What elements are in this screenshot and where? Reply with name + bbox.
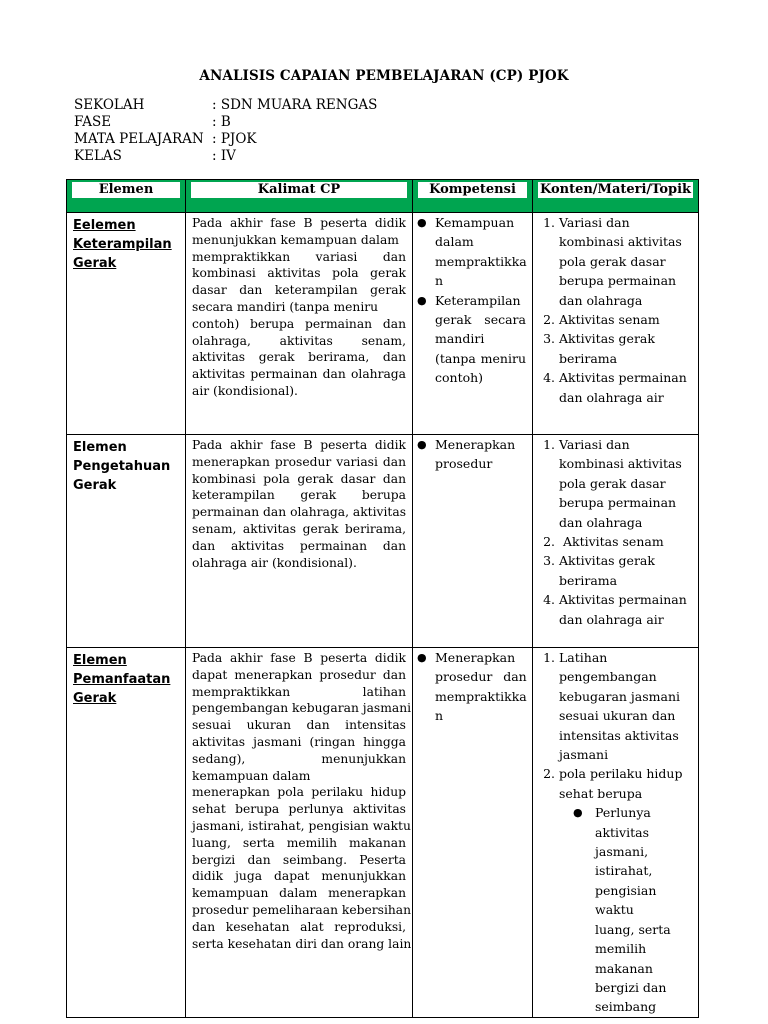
meta-key: MATA PELAJARAN — [74, 131, 204, 147]
konten-subline: Perlunya aktivitas — [595, 805, 651, 840]
kompetensi-line: Kemampuan — [435, 215, 515, 230]
kalimat-cp-line: menerapkan prosedur variasi dan — [192, 454, 406, 469]
konten-line: sehat berupa — [559, 785, 643, 801]
kalimat-cp-line: didik juga dapat menunjukkan — [192, 869, 406, 884]
konten-sublist — [559, 803, 694, 1016]
list-item — [417, 213, 526, 291]
konten-line: Aktivitas permainan — [559, 370, 687, 386]
kompetensi-line: dalam — [435, 234, 474, 250]
konten-text — [559, 590, 694, 629]
list-item — [537, 648, 694, 764]
kalimat-cp-line: aktivitas gerak berirama, dan — [192, 350, 406, 365]
list-number: 3. — [543, 331, 555, 347]
meta-key: FASE — [74, 114, 112, 130]
list-item — [537, 213, 694, 310]
konten-line: berupa permainan — [559, 495, 677, 511]
kalimat-cp-line: air (kondisional). — [192, 383, 298, 398]
kalimat-cp-line: sesuai ukuran dan intensitas — [192, 718, 406, 733]
list-number: 2. — [543, 312, 555, 328]
kompetensi-list — [413, 435, 532, 474]
header-konten: Konten/Materi/Topik — [533, 180, 699, 213]
kompetensi-line: mandiri — [435, 331, 485, 347]
list-item — [537, 310, 694, 329]
list-item — [537, 532, 694, 551]
konten-subtext — [595, 803, 694, 1016]
konten-line: dan olahraga air — [559, 611, 664, 627]
konten-list — [533, 435, 698, 629]
kompetensi-text — [435, 213, 527, 291]
kompetensi-line: (tanpa meniru — [435, 350, 526, 366]
konten-line: Aktivitas senam — [559, 312, 660, 328]
konten-text — [559, 435, 694, 532]
konten-line: Variasi dan — [559, 437, 630, 452]
kompetensi-cell — [413, 648, 533, 1018]
konten-list — [533, 648, 698, 1017]
konten-line: Aktivitas permainan — [559, 592, 687, 608]
kalimat-cp-line: menunjukkan kemampuan dalam — [192, 232, 399, 247]
konten-text — [559, 310, 694, 329]
kalimat-cp-line: luang, serta memilih makanan — [192, 835, 406, 850]
document-title: ANALISIS CAPAIAN PEMBELAJARAN (CP) PJOK — [199, 68, 569, 84]
kalimat-cp-line: olahraga air (kondisional). — [192, 555, 357, 570]
list-number: 4. — [543, 370, 555, 386]
meta-value: : SDN MUARA RENGAS — [212, 97, 378, 113]
kompetensi-line: Menerapkan — [435, 650, 516, 665]
meta-value: : IV — [212, 148, 236, 164]
kalimat-cp-line: kemampuan dalam — [192, 768, 311, 783]
konten-text — [559, 329, 694, 368]
konten-text — [559, 532, 694, 551]
kompetensi-text — [435, 435, 526, 474]
list-number: 1. — [543, 437, 555, 452]
list-number: 2. — [543, 534, 555, 550]
list-number: 3. — [543, 553, 555, 569]
kalimat-cp-line: bergizi dan seimbang. Peserta — [192, 852, 406, 867]
kalimat-cp-line: mempraktikkan variasi dan — [192, 249, 406, 264]
konten-text — [559, 648, 694, 764]
kalimat-cp-line: Pada akhir fase B peserta didik — [192, 216, 406, 230]
konten-line: berupa permainan — [559, 273, 677, 289]
kalimat-cp-line: menerapkan pola perilaku hidup — [192, 785, 406, 800]
kalimat-cp-cell — [186, 435, 413, 648]
konten-subline: bergizi dan — [595, 979, 667, 995]
list-item — [537, 368, 694, 407]
list-number: 1. — [543, 650, 555, 665]
konten-line: pengembangan — [559, 669, 657, 685]
kalimat-cp-line: olahraga, aktivitas senam, — [192, 333, 406, 348]
kompetensi-text — [435, 291, 526, 388]
kalimat-cp-line: kemampuan dalam menerapkan — [192, 886, 406, 901]
table-row — [67, 648, 699, 1018]
kalimat-cp-line: aktivitas jasmani (ringan hingga — [192, 734, 406, 749]
kompetensi-line: mempraktikka — [435, 688, 527, 704]
kompetensi-line: gerak secara — [435, 312, 526, 328]
kalimat-cp-text — [186, 213, 412, 400]
list-item — [537, 590, 694, 629]
list-item — [537, 551, 694, 590]
header-elemen: Elemen — [67, 180, 186, 213]
konten-subline: luang, serta — [595, 921, 671, 937]
elemen-line: Keterampilan — [73, 237, 172, 252]
kalimat-cp-line: Pada akhir fase B peserta didik — [192, 651, 406, 665]
elemen-line: Pemanfaatan — [73, 672, 171, 687]
kalimat-cp-line: kombinasi aktivitas pola gerak — [192, 266, 406, 281]
kalimat-cp-text — [186, 435, 412, 571]
list-item — [417, 435, 526, 474]
kompetensi-line: prosedur dan — [435, 669, 527, 685]
kalimat-cp-line: secara mandiri (tanpa meniru — [192, 299, 379, 314]
konten-text — [559, 551, 694, 590]
kalimat-cp-line: prosedur pemeliharaan kebersihan — [192, 902, 412, 917]
list-item — [537, 329, 694, 368]
bullet-icon: ● — [417, 651, 427, 664]
kompetensi-list — [413, 648, 532, 726]
header-kompetensi: Kompetensi — [413, 180, 533, 213]
konten-subline: memilih makanan — [595, 941, 653, 976]
list-number: 1. — [543, 215, 555, 230]
list-number: 4. — [543, 592, 555, 608]
kalimat-cp-line: keterampilan gerak berupa — [192, 488, 406, 503]
kalimat-cp-line: mempraktikkan latihan — [192, 684, 406, 699]
kalimat-cp-line: jasmani, istirahat, pengisian waktu — [192, 818, 411, 833]
konten-line: kombinasi aktivitas — [559, 234, 682, 250]
kompetensi-line: contoh) — [435, 370, 484, 386]
table-row — [67, 213, 699, 435]
kompetensi-cell — [413, 435, 533, 648]
konten-line: berirama — [559, 350, 618, 366]
konten-line: pola perilaku hidup — [559, 766, 683, 782]
elemen-line: Eelemen — [73, 218, 136, 233]
kalimat-cp-line: Pada akhir fase B peserta didik — [192, 438, 406, 452]
sub-list-item — [573, 803, 694, 1016]
konten-subline: pengisian waktu — [595, 882, 657, 918]
konten-line: Aktivitas gerak — [559, 553, 655, 569]
kalimat-cp-line: dasar dan keterampilan gerak — [192, 283, 406, 298]
konten-text — [559, 368, 694, 407]
konten-line: Aktivitas senam — [559, 534, 664, 550]
kompetensi-cell — [413, 213, 533, 435]
bullet-icon: ● — [417, 293, 427, 307]
meta-row — [74, 131, 377, 148]
kompetensi-line: Keterampilan — [435, 292, 521, 308]
kalimat-cp-line: permainan dan olahraga, aktivitas — [192, 505, 407, 520]
konten-line: dan olahraga — [559, 514, 643, 530]
kalimat-cp-line: senam, aktivitas gerak berirama, — [192, 521, 406, 536]
elemen-cell — [67, 213, 186, 435]
elemen-cell — [67, 648, 186, 1018]
kompetensi-line: mempraktikka — [435, 253, 527, 269]
list-item — [417, 291, 526, 388]
elemen-label — [67, 213, 185, 273]
konten-text — [559, 764, 694, 1016]
kalimat-cp-line: dapat menerapkan prosedur dan — [192, 667, 406, 682]
header-kalimat-cp: Kalimat CP — [186, 180, 413, 213]
konten-cell — [533, 213, 699, 435]
konten-line: dan olahraga air — [559, 389, 664, 405]
kompetensi-list — [413, 213, 532, 388]
konten-line: Aktivitas gerak — [559, 331, 655, 347]
kalimat-cp-line: sedang), menunjukkan — [192, 751, 406, 766]
list-item — [537, 435, 694, 532]
konten-line: pola gerak dasar — [559, 475, 666, 491]
bullet-icon: ● — [573, 806, 583, 820]
document-meta — [74, 97, 377, 165]
konten-line: kombinasi aktivitas — [559, 456, 682, 472]
elemen-line: Gerak — [73, 256, 117, 271]
elemen-line: Gerak — [73, 691, 117, 706]
meta-value: : B — [212, 114, 231, 130]
konten-line: pola gerak dasar — [559, 253, 666, 269]
meta-row — [74, 97, 377, 114]
meta-value: : PJOK — [212, 131, 257, 147]
konten-subline: seimbang — [595, 999, 657, 1015]
kalimat-cp-line: dan aktivitas permainan dan — [192, 538, 406, 553]
kalimat-cp-line: pengembangan kebugaran jasmani — [192, 701, 412, 716]
konten-cell — [533, 435, 699, 648]
elemen-line: Elemen — [73, 653, 127, 668]
kompetensi-line: n — [435, 708, 444, 724]
kalimat-cp-cell — [186, 213, 413, 435]
elemen-label — [67, 435, 185, 495]
meta-row — [74, 148, 377, 165]
cp-analysis-table — [66, 179, 699, 1018]
list-number: 2. — [543, 766, 555, 782]
kalimat-cp-line: contoh) berupa permainan dan — [192, 316, 406, 331]
elemen-line: Elemen — [73, 440, 127, 455]
konten-line: jasmani — [559, 747, 609, 763]
meta-key: SEKOLAH — [74, 97, 145, 113]
table-header-row — [67, 180, 699, 213]
elemen-line: Gerak — [73, 478, 117, 493]
kalimat-cp-cell — [186, 648, 413, 1018]
table-row — [67, 435, 699, 648]
kalimat-cp-line: serta kesehatan diri dan orang lain — [192, 936, 412, 951]
meta-row — [74, 114, 377, 131]
kompetensi-line: prosedur — [435, 456, 493, 472]
kalimat-cp-line: aktivitas permainan dan olahraga — [192, 367, 406, 382]
elemen-cell — [67, 435, 186, 648]
konten-subline: jasmani, istirahat, — [595, 844, 653, 879]
kompetensi-line: Menerapkan — [435, 437, 516, 452]
konten-line: intensitas aktivitas — [559, 727, 679, 743]
kompetensi-text — [435, 648, 527, 726]
meta-key: KELAS — [74, 148, 122, 164]
konten-cell — [533, 648, 699, 1018]
kompetensi-line: n — [435, 273, 444, 289]
konten-line: Latihan — [559, 650, 608, 665]
konten-line: berirama — [559, 572, 618, 588]
elemen-line: Pengetahuan — [73, 459, 171, 474]
bullet-icon: ● — [417, 438, 427, 451]
elemen-label — [67, 648, 185, 708]
konten-list — [533, 213, 698, 407]
list-item — [417, 648, 526, 726]
kalimat-cp-line: dan kesehatan alat reproduksi, — [192, 919, 406, 934]
konten-line: kebugaran jasmani — [559, 688, 681, 704]
bullet-icon: ● — [417, 216, 427, 229]
konten-line: sesuai ukuran dan — [559, 708, 676, 724]
kalimat-cp-text — [186, 648, 412, 952]
konten-text — [559, 213, 694, 310]
konten-line: dan olahraga — [559, 292, 643, 308]
list-item — [537, 764, 694, 1016]
kalimat-cp-line: sehat berupa perlunya aktivitas — [192, 802, 406, 817]
kalimat-cp-line: kombinasi pola gerak dasar dan — [192, 471, 406, 486]
konten-line: Variasi dan — [559, 215, 630, 230]
